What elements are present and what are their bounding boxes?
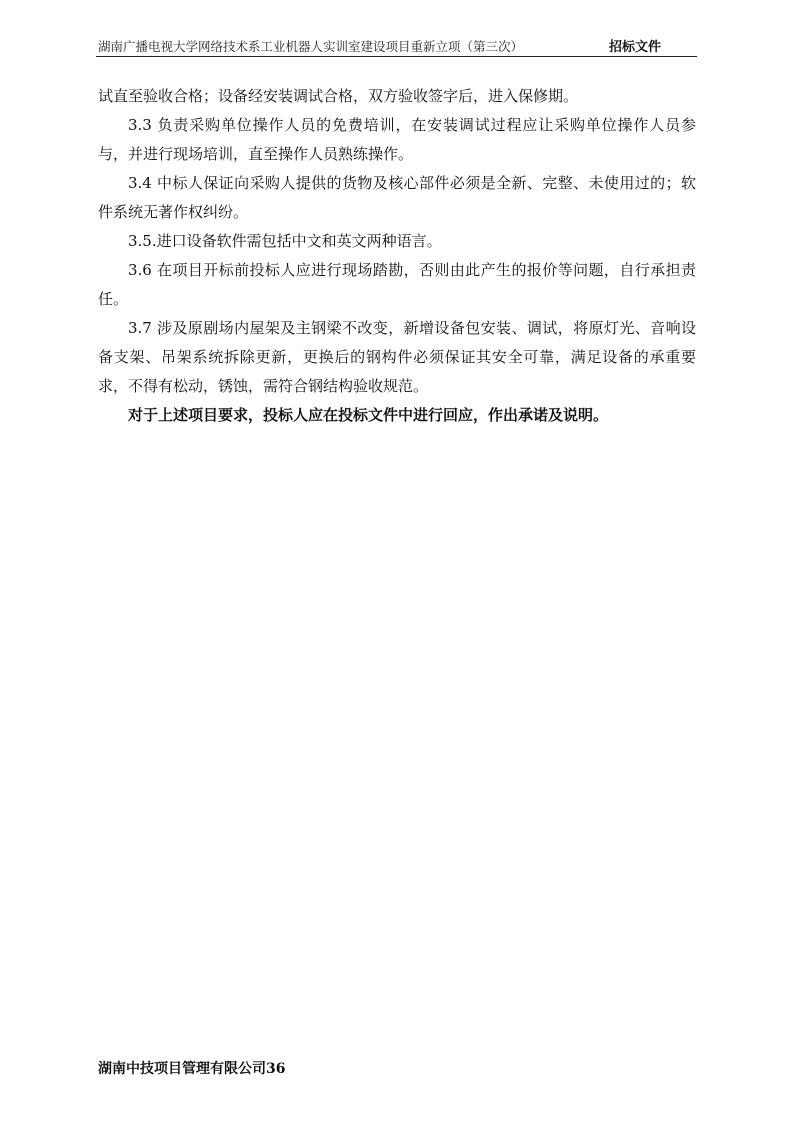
header-document-type: 招标文件 xyxy=(608,40,661,55)
document-body xyxy=(98,82,696,430)
header-project-title: 湖南广播电视大学网络技术系工业机器人实训室建设项目重新立项（第三次） xyxy=(98,39,524,54)
paragraph-3-4: 3.4 中标人保证向采购人提供的货物及核心部件必须是全新、完整、未使用过的；软件系统无著作权纠纷。 xyxy=(98,174,696,221)
page-number: 36 xyxy=(266,1061,286,1077)
paragraph-3-7: 3.7 涉及原剧场内屋架及主钢梁不改变，新增设备包安装、调试，将原灯光、音响设备支架、吊架系统拆除更新，更换后的钢构件必须保证其安全可靠，满足设备的承重要求，不得有松动，锈蚀，需符合钢结构验收规范。 xyxy=(98,319,696,395)
paragraph-continuation: 试直至验收合格；设备经安装调试合格，双方验收签字后，进入保修期。 xyxy=(98,87,579,105)
paragraph-3-5: 3.5.进口设备软件需包括中文和英文两种语言。 xyxy=(128,232,442,250)
paragraph-3-6: 3.6 在项目开标前投标人应进行现场踏勘，否则由此产生的报价等问题，自行承担责任。 xyxy=(98,261,696,308)
response-requirement-statement: 对于上述项目要求，投标人应在投标文件中进行回应，作出承诺及说明。 xyxy=(128,406,609,424)
page-footer xyxy=(98,1058,285,1078)
footer-company-name: 湖南中技项目管理有限公司 xyxy=(98,1061,266,1077)
paragraph-3-3: 3.3 负责采购单位操作人员的免费培训，在安装调试过程应让采购单位操作人员参与，并进行现场培训，直至操作人员熟练操作。 xyxy=(98,116,696,163)
page-header xyxy=(96,36,697,57)
